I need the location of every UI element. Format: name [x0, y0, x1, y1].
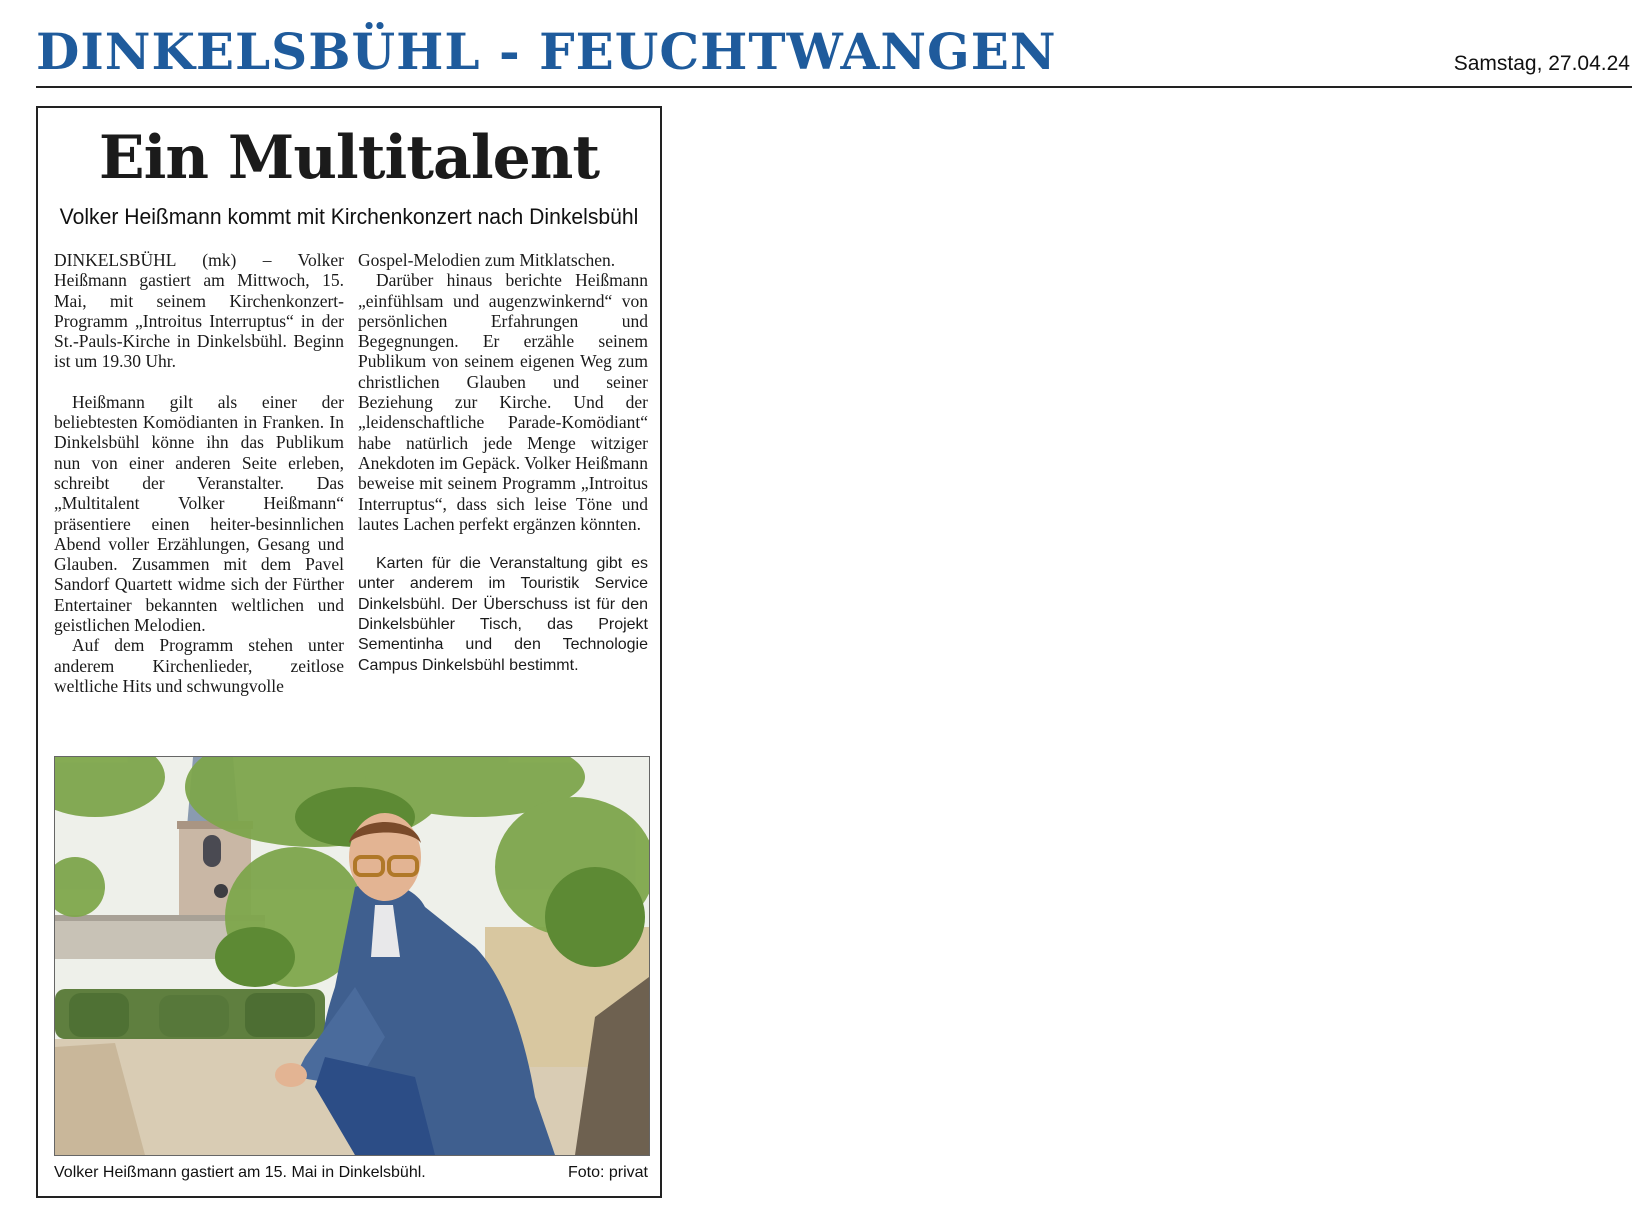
article-subhead: Volker Heißmann kommt mit Kirchenkonzert nach Dinkelsbühl — [59, 204, 639, 229]
photo-credit: Foto: privat — [567, 1164, 648, 1181]
section-title: DINKELSBÜHL - FEUCHTWANGEN — [36, 22, 1057, 81]
article-paragraph: Gospel-Melodien zum Mitklatschen. — [358, 250, 616, 270]
article-paragraph: DINKELSBÜHL (mk) – Volker Heißmann gastiert am Mittwoch, 15. Mai, mit seinem Kirchenkonzert-Programm „Introitus Interruptus“ in der St.-Pauls-Kirche in Dinkelsbühl. Beginn ist um 19.30 Uhr. — [54, 250, 344, 372]
photo-caption-line — [54, 1164, 648, 1182]
article-paragraph: Darüber hinaus berichte Heißmann „einfühlsam und augenzwinkernd“ von persönlichen Erfahrungen und Begegnungen. Er erzähle seinem Publikum von seinem eigenen Weg zum christlichen Glauben und seiner Beziehung zur Kirche. Und der „leidenschaftliche Parade-Komödiant“ habe natürlich jede Menge witziger Anekdoten im Gepäck. Volker Heißmann beweise mit seinem Programm „Introitus Interruptus“, dass sich leise Töne und lautes Lachen perfekt ergänzen könnten. — [358, 270, 648, 534]
article-paragraph: Heißmann gilt als einer der beliebtesten Komödianten in Franken. In Dinkelsbühl könne ihn das Publikum nun von einer anderen Seite erleben, schreibt der Veranstalter. Das „Multitalent Volker Heißmann“ präsentiere einen heiter-besinnlichen Abend voller Erzählungen, Gesang und Glauben. Zusammen mit dem Pavel Sandorf Quartett widme sich der Fürther Entertainer bekannten weltlichen und geistlichen Melodien. — [54, 391, 344, 636]
issue-date: Samstag, 27.04.24 — [1453, 52, 1630, 75]
section-masthead — [36, 22, 1632, 88]
article-headline: Ein Multitalent — [98, 123, 600, 193]
article-box — [36, 106, 662, 1198]
article-column-left — [54, 250, 344, 696]
ticket-info-text: Karten für die Veranstaltung gibt es unter anderem im Touristik Service Dinkelsbühl. Der Überschuss ist für den Dinkelsbühler Tisch, das Projekt Sementinha und den Technologie Campus Dinkelsbühl bestimmt. — [358, 555, 648, 674]
article-photo — [54, 756, 650, 1156]
article-paragraph: Auf dem Programm stehen unter anderem Kirchenlieder, zeitlose weltliche Hits und schwungvolle — [54, 635, 344, 696]
article-column-right — [358, 250, 648, 676]
photo-caption: Volker Heißmann gastiert am 15. Mai in Dinkelsbühl. — [54, 1164, 426, 1181]
